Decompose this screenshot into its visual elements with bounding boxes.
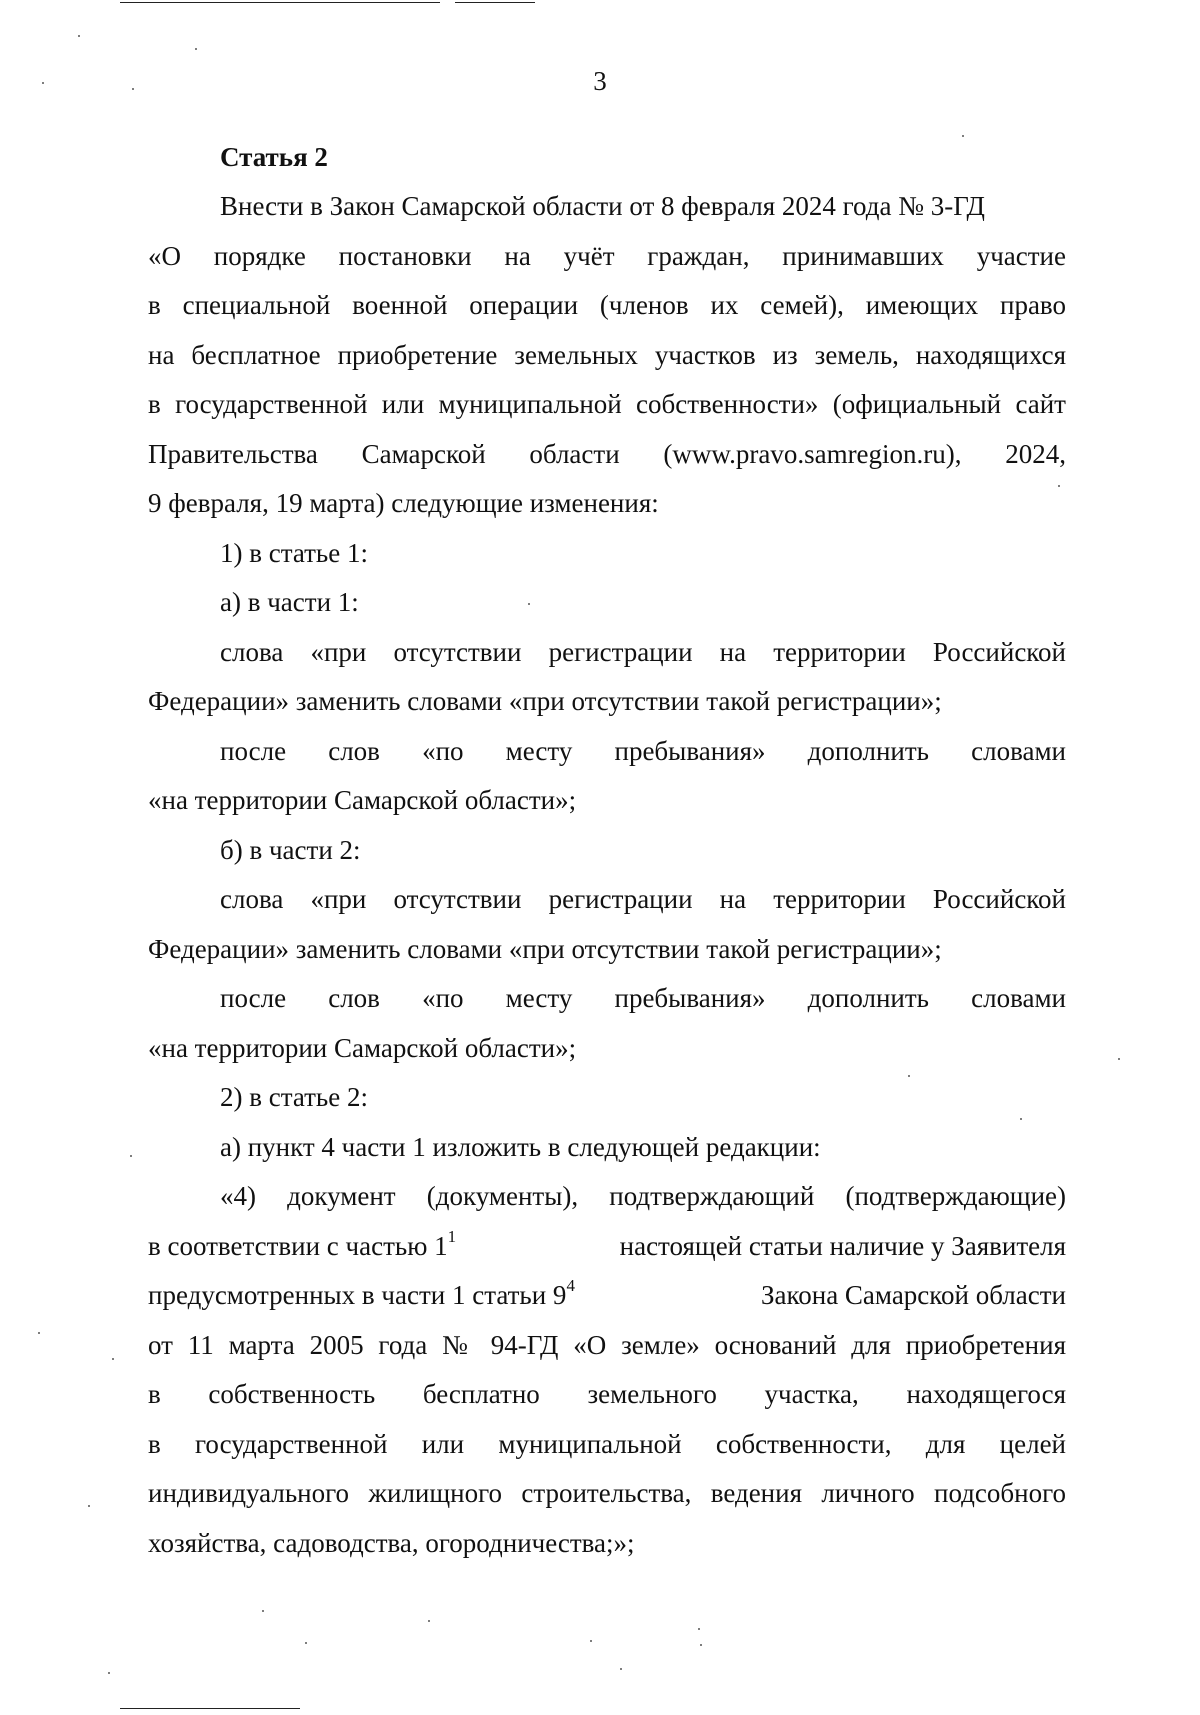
scan-speck: [962, 135, 964, 137]
scan-speck: [78, 35, 80, 37]
subitem-1a: а) в части 1:: [220, 587, 359, 617]
scan-speck: [908, 1075, 910, 1077]
article-heading: Статья 2: [220, 142, 328, 172]
scan-speck: [1020, 1118, 1022, 1120]
scan-edge-bottom: [120, 1708, 300, 1709]
superscript-4: 4: [566, 1276, 575, 1295]
paragraph-1-line-6: Правительства Самарской области (www.pravo.samregion.ru), 2024,: [148, 439, 1066, 469]
quote-line-2-part-a: [148, 1227, 457, 1262]
scan-edge-top: [120, 2, 440, 3]
paragraph-1-line-2: «О порядке постановки на учёт граждан, принимавших участие: [148, 241, 1066, 271]
paragraph-1-line-3: в специальной военной операции (членов их семей), имеющих право: [148, 290, 1066, 320]
scan-speck: [132, 88, 134, 90]
paragraph-4-line-2: Федерации» заменить словами «при отсутствии такой регистрации»;: [148, 934, 942, 964]
scan-speck: [38, 1332, 40, 1334]
scan-speck: [112, 1358, 114, 1360]
scan-speck: [1058, 485, 1060, 487]
quote-line-3: [148, 1276, 1066, 1311]
subitem-2a: а) пункт 4 части 1 изложить в следующей редакции:: [220, 1132, 821, 1162]
quote-line-1: «4) документ (документы), подтверждающий (подтверждающие): [220, 1181, 1066, 1211]
scan-speck: [108, 1672, 110, 1674]
scan-speck: [305, 1642, 307, 1644]
quote-line-3-part-b: Закона Самарской области: [760, 1280, 1066, 1310]
scan-speck: [195, 48, 197, 50]
scan-speck: [130, 1155, 132, 1157]
quote-line-4: от 11 марта 2005 года № 94-ГД «О земле» оснований для приобретения: [148, 1330, 1066, 1360]
paragraph-4-line-1: слова «при отсутствии регистрации на территории Российской: [220, 884, 1066, 914]
superscript-1: 1: [447, 1227, 457, 1246]
quote-line-3-text: предусмотренных в части 1 статьи 9: [148, 1280, 567, 1310]
paragraph-1-line-5: в государственной или муниципальной собственности» (официальный сайт: [148, 389, 1066, 419]
scan-speck: [88, 1505, 90, 1507]
quote-line-8: хозяйства, садоводства, огородничества;»;: [148, 1528, 635, 1558]
subitem-1b: б) в части 2:: [220, 835, 361, 865]
quote-line-2: [148, 1227, 1066, 1262]
quote-line-2-part-b: настоящей статьи наличие у Заявителя: [619, 1231, 1066, 1261]
paragraph-1-line-4: на бесплатное приобретение земельных участков из земель, находящихся: [148, 340, 1066, 370]
paragraph-3-line-2: «на территории Самарской области»;: [148, 785, 577, 815]
paragraph-2-line-1: слова «при отсутствии регистрации на территории Российской: [220, 637, 1066, 667]
scan-speck: [428, 1620, 430, 1622]
scan-edge-top-right: [455, 2, 535, 3]
paragraph-5-line-2: «на территории Самарской области»;: [148, 1033, 577, 1063]
scan-speck: [590, 1640, 592, 1642]
paragraph-2-line-2: Федерации» заменить словами «при отсутствии такой регистрации»;: [148, 686, 942, 716]
paragraph-1-line-1: Внести в Закон Самарской области от 8 февраля 2024 года № 3-ГД: [220, 191, 985, 221]
paragraph-3-line-1: после слов «по месту пребывания» дополнить словами: [220, 736, 1066, 766]
scan-speck: [698, 1628, 700, 1630]
paragraph-5-line-1: после слов «по месту пребывания» дополнить словами: [220, 983, 1066, 1013]
scan-speck: [528, 603, 530, 605]
quote-line-2-text: в соответствии с частью 1: [148, 1231, 448, 1261]
scan-speck: [262, 1610, 264, 1612]
scan-speck: [620, 1668, 622, 1670]
quote-line-6: в государственной или муниципальной собственности, для целей: [148, 1429, 1066, 1459]
quote-line-3-part-a: [148, 1276, 575, 1311]
quote-line-5: в собственность бесплатно земельного участка, находящегося: [148, 1379, 1066, 1409]
page-number: 3: [593, 66, 607, 96]
paragraph-1-line-7: 9 февраля, 19 марта) следующие изменения:: [148, 488, 659, 518]
quote-line-7: индивидуального жилищного строительства, ведения личного подсобного: [148, 1478, 1066, 1508]
scan-speck: [1118, 1058, 1120, 1060]
item-2: 2) в статье 2:: [220, 1082, 368, 1112]
scan-speck: [42, 82, 44, 84]
scan-speck: [700, 1644, 702, 1646]
item-1: 1) в статье 1:: [220, 538, 368, 568]
